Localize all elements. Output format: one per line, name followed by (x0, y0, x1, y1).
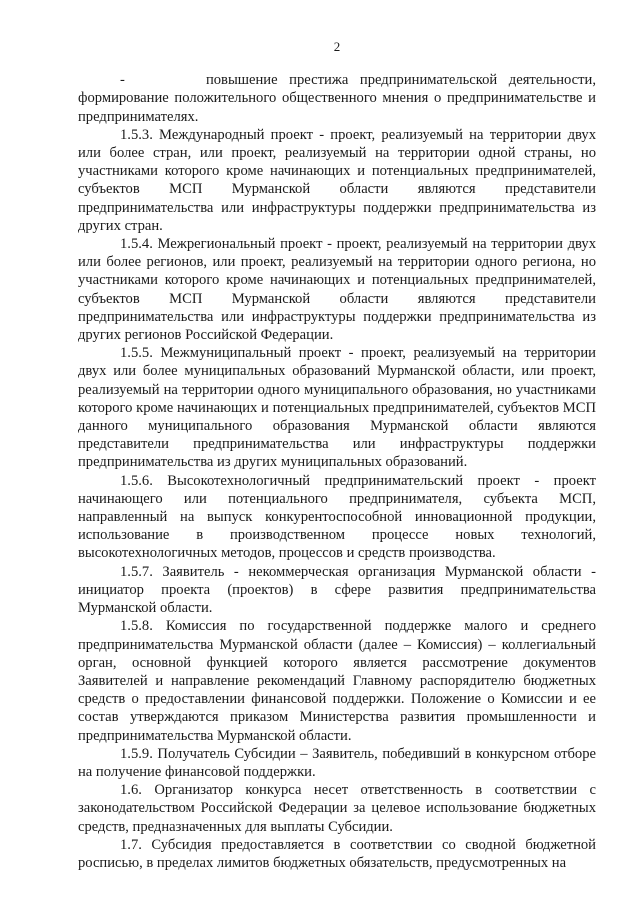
paragraph-bullet-prestige: - повышение престижа предпринимательской деятельности, формирование положительного общественного мнения о предпринимательстве и предпринимателях. (78, 72, 596, 125)
paragraph-1-5-7: 1.5.7. Заявитель - некоммерческая организация Мурманской области - инициатор проекта (проектов) в сфере развития предпринимательства Мурманской области. (78, 563, 596, 617)
paragraph-1-5-5: 1.5.5. Межмуниципальный проект - проект, реализуемый на территории двух или более муниципальных образований Мурманской области, или проект, реализуемый на территории одного муниципального образования, но участниками которого кроме начинающих и потенциальных предпринимателей, субъектов МСП данного муниципального образования Мурманской области являются представители предпринимательства или инфраструктуры поддержки предпринимательства из других муниципальных образований. (78, 345, 596, 471)
document-page (78, 38, 596, 872)
paragraph-1-7: 1.7. Субсидия предоставляется в соответствии со сводной бюджетной росписью, в пределах лимитов бюджетных обязательств, предусмотренных на (78, 836, 596, 871)
paragraph-1-6: 1.6. Организатор конкурса несет ответственность в соответствии с законодательством Российской Федерации за целевое использование бюджетных средств, предназначенных для выплаты Субсидии. (78, 782, 596, 835)
paragraph-1-5-8: 1.5.8. Комиссия по государственной поддержке малого и среднего предпринимательства Мурманской области (далее – Комиссия) – коллегиальный орган, основной функцией которого является рассмотрение документов Заявителей и направление рекомендаций Главному распорядителю бюджетных средств о предоставлении финансовой поддержки. Положение о Комиссии и ее состав утверждаются приказом Министерства развития промышленности и предпринимательства Мурманской области. (78, 618, 596, 744)
paragraph-1-5-4: 1.5.4. Межрегиональный проект - проект, реализуемый на территории двух или более регионов, или проект, реализуемый на территории одного региона, но участниками которого кроме начинающих и потенциальных предпринимателей, субъектов МСП Мурманской области являются представители предпринимательства или инфраструктуры поддержки предпринимательства из других регионов Российской Федерации. (78, 236, 596, 344)
paragraph-1-5-9: 1.5.9. Получатель Субсидии – Заявитель, победивший в конкурсном отборе на получение финансовой поддержки. (78, 745, 596, 780)
paragraph-1-5-3: 1.5.3. Международный проект - проект, реализуемый на территории двух или более стран, или проект, реализуемый на территории одной страны, но участниками которого кроме начинающих и потенциальных предпринимателей, субъектов МСП Мурманской области являются представители предпринимательства или инфраструктуры поддержки предпринимательства из других стран. (78, 126, 596, 234)
paragraph-1-5-6: 1.5.6. Высокотехнологичный предпринимательский проект - проект начинающего или потенциального предпринимателя, субъекта МСП, направленный на выпуск конкурентоспособной инновационной продукции, использование в производственном процессе новых технологий, высокотехнологичных методов, процессов и средств производства. (78, 472, 596, 562)
page-number: 2 (333, 39, 341, 54)
